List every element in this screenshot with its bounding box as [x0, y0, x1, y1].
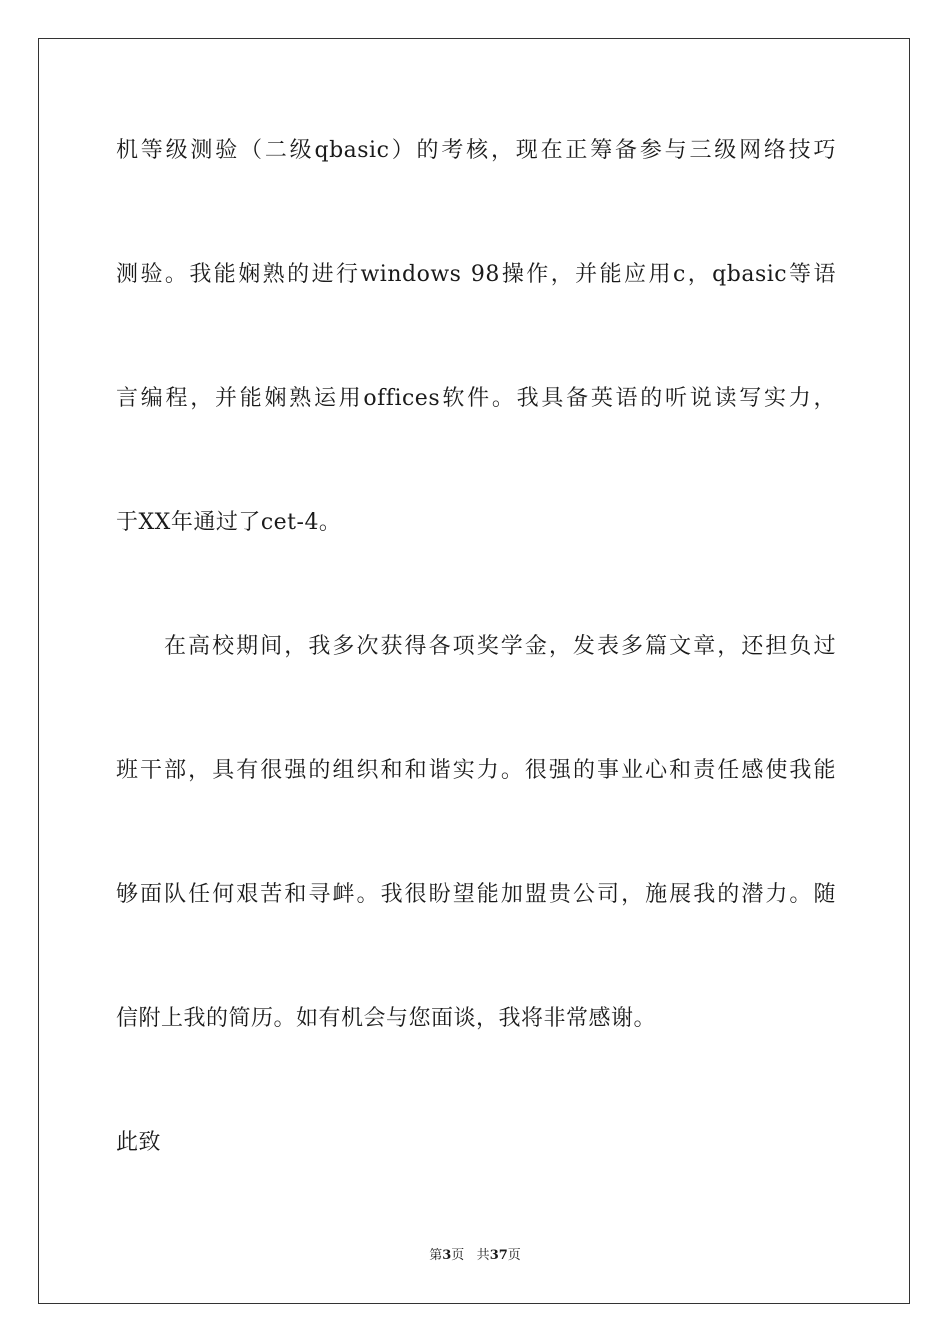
page-footer [0, 1247, 950, 1265]
footer-page-number: 3 [442, 1248, 452, 1263]
page-border [38, 38, 910, 1304]
body-line-8: 信附上我的简历。如有机会与您面谈，我将非常感谢。 [116, 1006, 657, 1031]
body-line-6: 班干部，具有很强的组织和和谐实力。很强的事业心和责任感使我能 [116, 758, 836, 783]
footer-total-suffix: 页 [507, 1248, 521, 1263]
footer-total-prefix: 共 [476, 1248, 490, 1263]
footer-page-suffix: 页 [451, 1248, 465, 1263]
body-line-7: 够面队任何艰苦和寻衅。我很盼望能加盟贵公司，施展我的潜力。随 [116, 882, 836, 907]
body-line-4: 于XX年通过了cet-4。 [116, 510, 342, 535]
body-line-5: 在高校期间，我多次获得各项奖学金，发表多篇文章，还担负过 [164, 634, 836, 659]
footer-page-prefix: 第 [429, 1248, 443, 1263]
footer-total-pages: 37 [489, 1248, 508, 1263]
closing-salutation: 此致 [116, 1130, 162, 1155]
body-line-1: 机等级测验（二级qbasic）的考核，现在正筹备参与三级网络技巧 [116, 138, 836, 163]
body-line-3: 言编程，并能娴熟运用offices软件。我具备英语的听说读写实力， [116, 386, 836, 411]
body-line-2: 测验。我能娴熟的进行windows 98操作，并能应用c，qbasic等语 [116, 262, 836, 287]
